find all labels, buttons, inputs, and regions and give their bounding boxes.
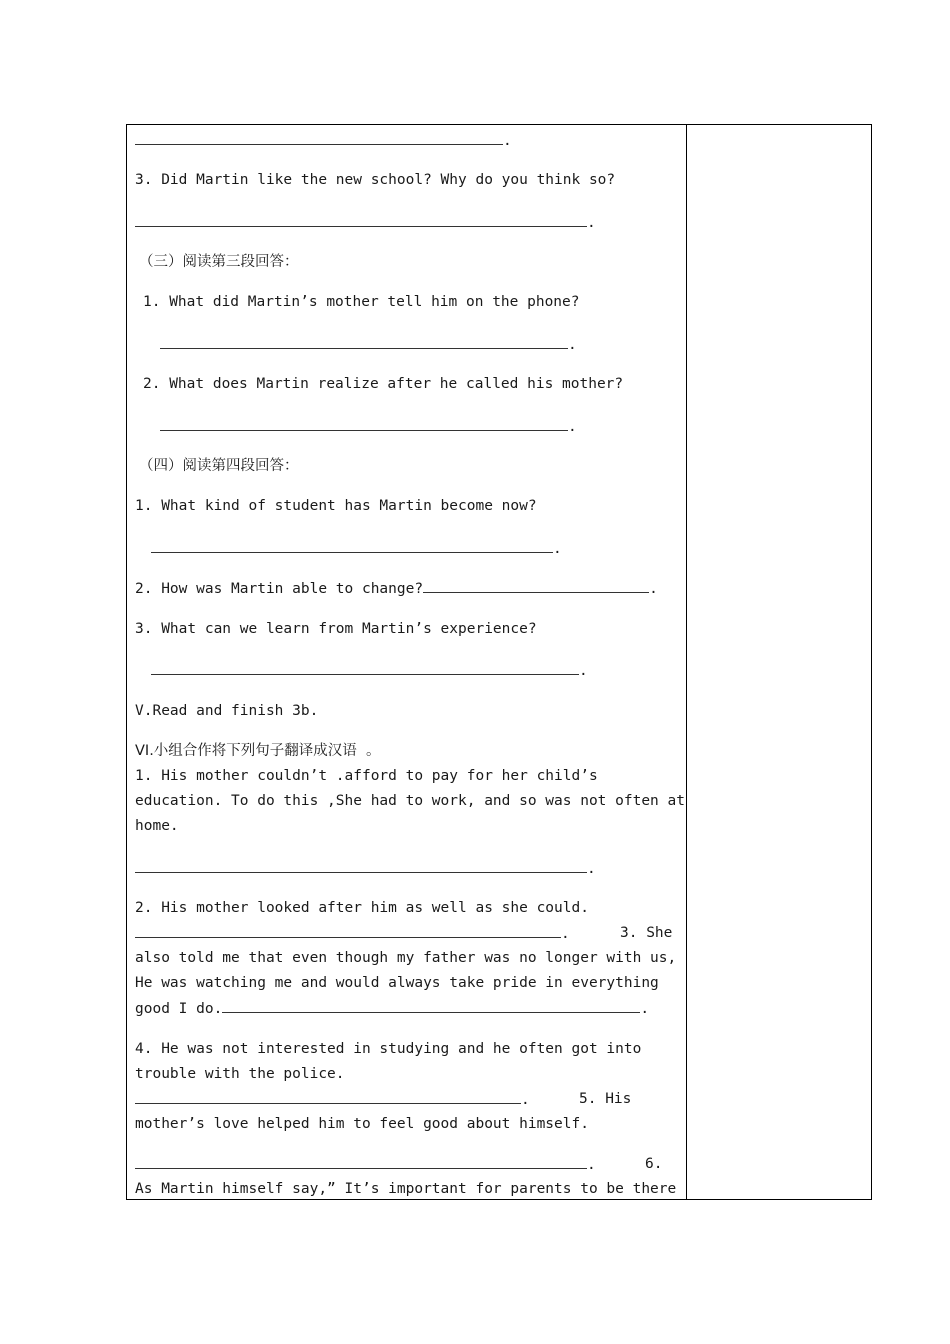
answer-line: . [135, 1089, 530, 1110]
sentence-3-cont: He was watching me and would always take pride in everything [135, 975, 659, 991]
sentence-6-number: 6. [645, 1156, 663, 1172]
sentence-4-cont: trouble with the police. [135, 1066, 345, 1082]
answer-line: . [151, 660, 588, 681]
task-5: V.Read and finish 3b. [135, 703, 319, 719]
answer-line: . [135, 1154, 596, 1175]
sentence-2: 2. His mother looked after him as well as she could. [135, 900, 589, 916]
question-3-1: 1. What did Martin’s mother tell him on the phone? [143, 294, 580, 310]
sentence-3: also told me that even though my father was no longer with us, [135, 950, 677, 966]
section-heading-3: （三）阅读第三段回答： [139, 254, 299, 270]
sentence-1: 1. His mother couldn’t .afford to pay for her child’s [135, 768, 598, 784]
answer-line: . [135, 923, 570, 944]
sentence-1-cont: education. To do this ,She had to work, and so was not often at [135, 793, 685, 809]
sentence-5-number: 5. His [579, 1091, 632, 1107]
sentence-3-cont: good I do. . [135, 998, 649, 1019]
answer-line: . [135, 130, 512, 151]
answer-line: . [135, 212, 596, 233]
sentence-3-number: 3. She [620, 925, 673, 941]
sentence-6: As Martin himself say,” It’s important for parents to be there [135, 1181, 677, 1197]
answer-line: . [151, 538, 562, 559]
question-3-2: 2. What does Martin realize after he called his mother? [143, 376, 624, 392]
answer-line: . [160, 334, 577, 355]
question-4-1: 1. What kind of student has Martin become now? [135, 498, 537, 514]
sentence-1-cont: home. [135, 818, 179, 834]
question-2-3: 3. Did Martin like the new school? Why do you think so? [135, 172, 616, 188]
sentence-5: mother’s love helped him to feel good about himself. [135, 1116, 589, 1132]
section-heading-4: （四）阅读第四段回答： [139, 458, 299, 474]
task-6-heading: VI.小组合作将下列句子翻译成汉语 。 [135, 743, 381, 759]
answer-line: . [160, 416, 577, 437]
answer-line: . [135, 858, 596, 879]
column-divider [686, 124, 687, 1200]
sentence-4: 4. He was not interested in studying and he often got into [135, 1041, 642, 1057]
question-4-3: 3. What can we learn from Martin’s experience? [135, 621, 537, 637]
question-4-2: 2. How was Martin able to change? . [135, 578, 658, 599]
